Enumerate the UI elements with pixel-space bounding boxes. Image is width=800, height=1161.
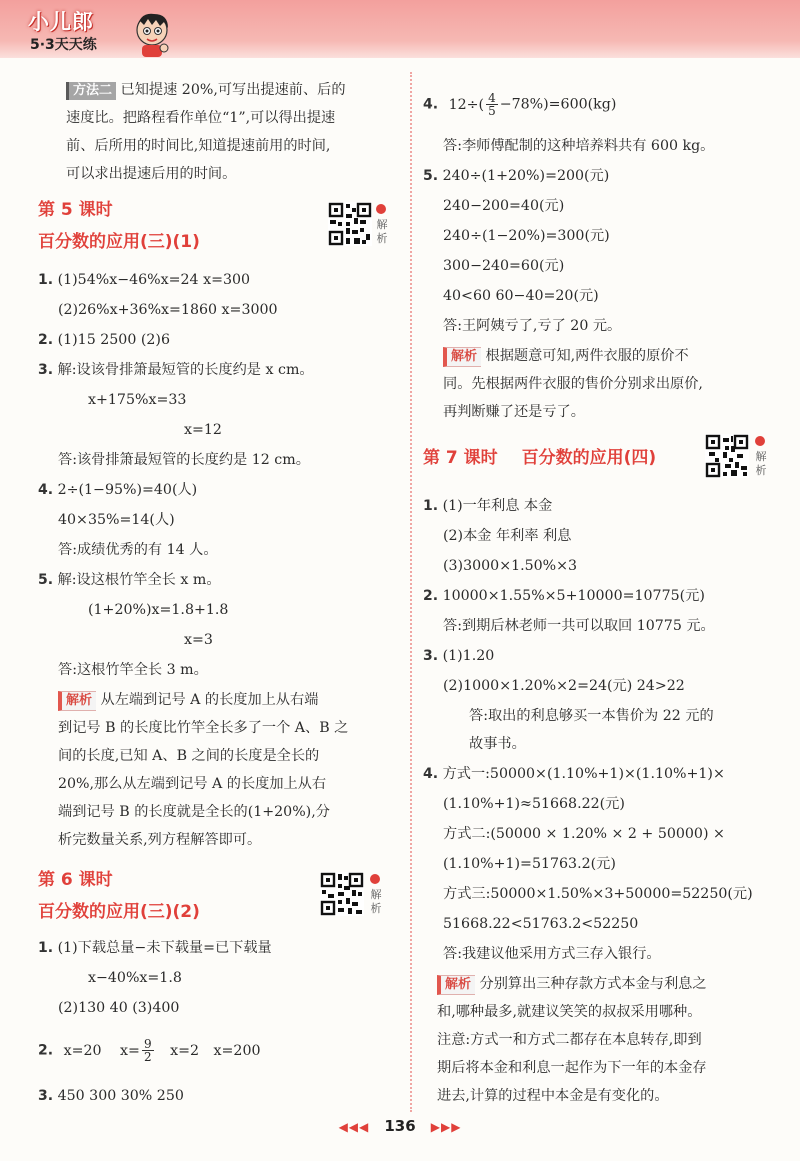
r-q4-fraction: $\frac{4}{5}$ — [488, 91, 496, 118]
page-footer — [0, 1116, 800, 1136]
l5-line: 40×35%=14(人) — [58, 512, 175, 528]
brand-logo — [28, 6, 178, 56]
l7-line: 答:取出的利息够买一本售价为 22 元的 — [469, 708, 714, 724]
l5-jiexi-line: 间的长度,已知 A、B 之间的长度是全长的 — [58, 748, 320, 764]
l5-jiexi-line: 析完数量关系,列方程解答即可。 — [58, 832, 262, 848]
lesson6-title: 第 6 课时 — [38, 870, 113, 890]
l6-line: 1. (1)下载总量−未下载量=已下载量 — [38, 940, 272, 956]
l5-line: x+175%x=33 — [88, 392, 187, 408]
r-q5-line: 40<60 60−40=20(元) — [443, 288, 599, 304]
l7-line: 方式三:50000×1.50%×3+50000=52250(元) — [443, 886, 753, 902]
r-q5-line: 答:王阿姨亏了,亏了 20 元。 — [443, 318, 622, 334]
lesson6-qr-label: 解析 — [370, 888, 382, 915]
l5-line: 5. 解:设这根竹竿全长 x m。 — [38, 572, 221, 588]
r-q5-line: 240−200=40(元) — [443, 198, 565, 214]
l7-line: (3)3000×1.50%×3 — [443, 558, 578, 574]
column-divider — [410, 72, 412, 1112]
l7-line: (1.10%+1)≈51668.22(元) — [443, 796, 625, 812]
method2-line-2: 前、后所用的时间比,知道提速前用的时间, — [66, 138, 331, 154]
method2-text: 已知提速 20%,可写出提速前、后的 — [120, 82, 346, 98]
l5-line: 答:成绩优秀的有 14 人。 — [58, 542, 218, 558]
method2-line-1: 速度比。把路程看作单位“1”,可以得出提速 — [66, 110, 336, 126]
r-q5-jiexi-line: 同。先根据两件衣服的售价分别求出原价, — [443, 376, 703, 392]
lesson5-qr-code-icon[interactable] — [328, 202, 372, 246]
l7-jiexi-line: 进去,计算的过程中本金是有变化的。 — [437, 1088, 669, 1104]
l5-jiexi-line: 到记号 B 的长度比竹竿全长多了一个 A、B 之 — [58, 720, 349, 736]
brand-series: 5·3天天练 — [30, 37, 97, 53]
l5-jiexi-line: 20%,那么从左端到记号 A 的长度加上从右 — [58, 776, 327, 792]
l7-jiexi-tag: 解析 — [437, 975, 475, 995]
lesson7-qr-code-icon[interactable] — [705, 434, 749, 478]
l5-line: 答:这根竹竿全长 3 m。 — [58, 662, 208, 678]
next-arrows-icon: ▶▶▶ — [430, 1120, 462, 1134]
l7-line: 方式二:(50000 × 1.20% × 2 + 50000) × — [443, 826, 725, 842]
r-q5-line: 5. 240÷(1+20%)=200(元) — [423, 168, 610, 184]
l5-line: 1. (1)54%x−46%x=24 x=300 — [38, 272, 251, 288]
r-q5-jiexi-tag: 解析 — [443, 347, 481, 367]
l7-line: 答:到期后林老师一共可以取回 10775 元。 — [443, 618, 715, 634]
l7-line: (1.10%+1)=51763.2(元) — [443, 856, 616, 872]
l7-jiexi-line-0: 解析 分别算出三种存款方式本金与利息之 — [437, 974, 707, 995]
lesson7-play-icon — [755, 436, 765, 446]
r-q5-line: 300−240=60(元) — [443, 258, 565, 274]
l5-jiexi-tag: 解析 — [58, 691, 96, 711]
l7-jiexi-line: 注意:方式一和方式二都存在本息转存,即到 — [437, 1032, 702, 1048]
l6-q3: 3. 450 300 30% 250 — [38, 1088, 184, 1104]
l5-line: (2)26%x+36%x=1860 x=3000 — [58, 302, 278, 318]
l5-line: 4. 2÷(1−95%)=40(人) — [38, 482, 198, 498]
lesson5-play-icon — [376, 204, 386, 214]
r-q5-line: 240÷(1−20%)=300(元) — [443, 228, 610, 244]
prev-arrows-icon: ◀◀◀ — [338, 1120, 370, 1134]
l7-jiexi-line: 期后将本金和利息一起作为下一年的本金存 — [437, 1060, 707, 1076]
lesson7-title: 第 7 课时 百分数的应用(四) — [423, 448, 657, 468]
l7-line: 1. (1)一年利息 本金 — [423, 498, 553, 514]
method2-line-3: 可以求出提速后用的时间。 — [66, 166, 237, 182]
l6-q2-fraction: $\frac{9}{2}$ — [143, 1037, 152, 1064]
l7-line: 2. 10000×1.55%×5+10000=10775(元) — [423, 588, 705, 604]
l5-line: 3. 解:设该骨排箫最短管的长度约是 x cm。 — [38, 362, 314, 378]
l7-line: 51668.22<51763.2<52250 — [443, 916, 639, 932]
r-q4: 4. 12÷( $\frac{4}{5}$ −78%)=600(kg) — [423, 91, 617, 118]
mascot-icon — [128, 8, 176, 60]
lesson5-title: 第 5 课时 — [38, 200, 113, 220]
l7-line: (2)本金 年利率 利息 — [443, 528, 572, 544]
lesson6-play-icon — [370, 874, 380, 884]
l7-line: 4. 方式一:50000×(1.10%+1)×(1.10%+1)× — [423, 766, 725, 782]
page-number: 136 — [384, 1117, 416, 1135]
l5-line: x=12 — [184, 422, 222, 438]
l7-line: (2)1000×1.20%×2=24(元) 24>22 — [443, 678, 685, 694]
method2-line-0 — [66, 80, 346, 100]
l7-line: 3. (1)1.20 — [423, 648, 495, 664]
lesson6-qr-code-icon[interactable] — [320, 872, 364, 916]
l5-jiexi-line-0: 解析 从左端到记号 A 的长度加上从右端 — [58, 690, 318, 711]
lesson5-subtitle: 百分数的应用(三)(1) — [38, 232, 200, 252]
lesson7-qr-label: 解析 — [755, 450, 767, 477]
r-q5-jiexi-line: 再判断赚了还是亏了。 — [443, 404, 585, 420]
l5-line: 2. (1)15 2500 (2)6 — [38, 332, 170, 348]
l5-line: 答:该骨排箫最短管的长度约是 12 cm。 — [58, 452, 310, 468]
l5-jiexi-line: 端到记号 B 的长度就是全长的(1+20%),分 — [58, 804, 330, 820]
method2-tag: 方法二 — [66, 82, 116, 100]
lesson6-subtitle: 百分数的应用(三)(2) — [38, 902, 200, 922]
lesson7-subtitle: 百分数的应用(四) — [521, 448, 657, 468]
l6-line: (2)130 40 (3)400 — [58, 1000, 180, 1016]
brand-name: 小儿郎 — [28, 10, 94, 34]
r-q5-jiexi-line-0: 解析 根据题意可知,两件衣服的原价不 — [443, 346, 689, 367]
r-q4-answer: 答:李师傅配制的这种培养料共有 600 kg。 — [443, 138, 715, 154]
l5-line: (1+20%)x=1.8+1.8 — [88, 602, 229, 618]
l6-line: x−40%x=1.8 — [88, 970, 182, 986]
l6-q2: 2. x=20 x= $\frac{9}{2}$ x=2 x=200 — [38, 1037, 261, 1064]
l7-line: 故事书。 — [469, 736, 526, 752]
l5-line: x=3 — [184, 632, 213, 648]
l7-jiexi-line: 和,哪种最多,就建议笑笑的叔叔采用哪种。 — [437, 1004, 702, 1020]
lesson5-qr-label: 解析 — [376, 218, 388, 245]
l7-line: 答:我建议他采用方式三存入银行。 — [443, 946, 661, 962]
